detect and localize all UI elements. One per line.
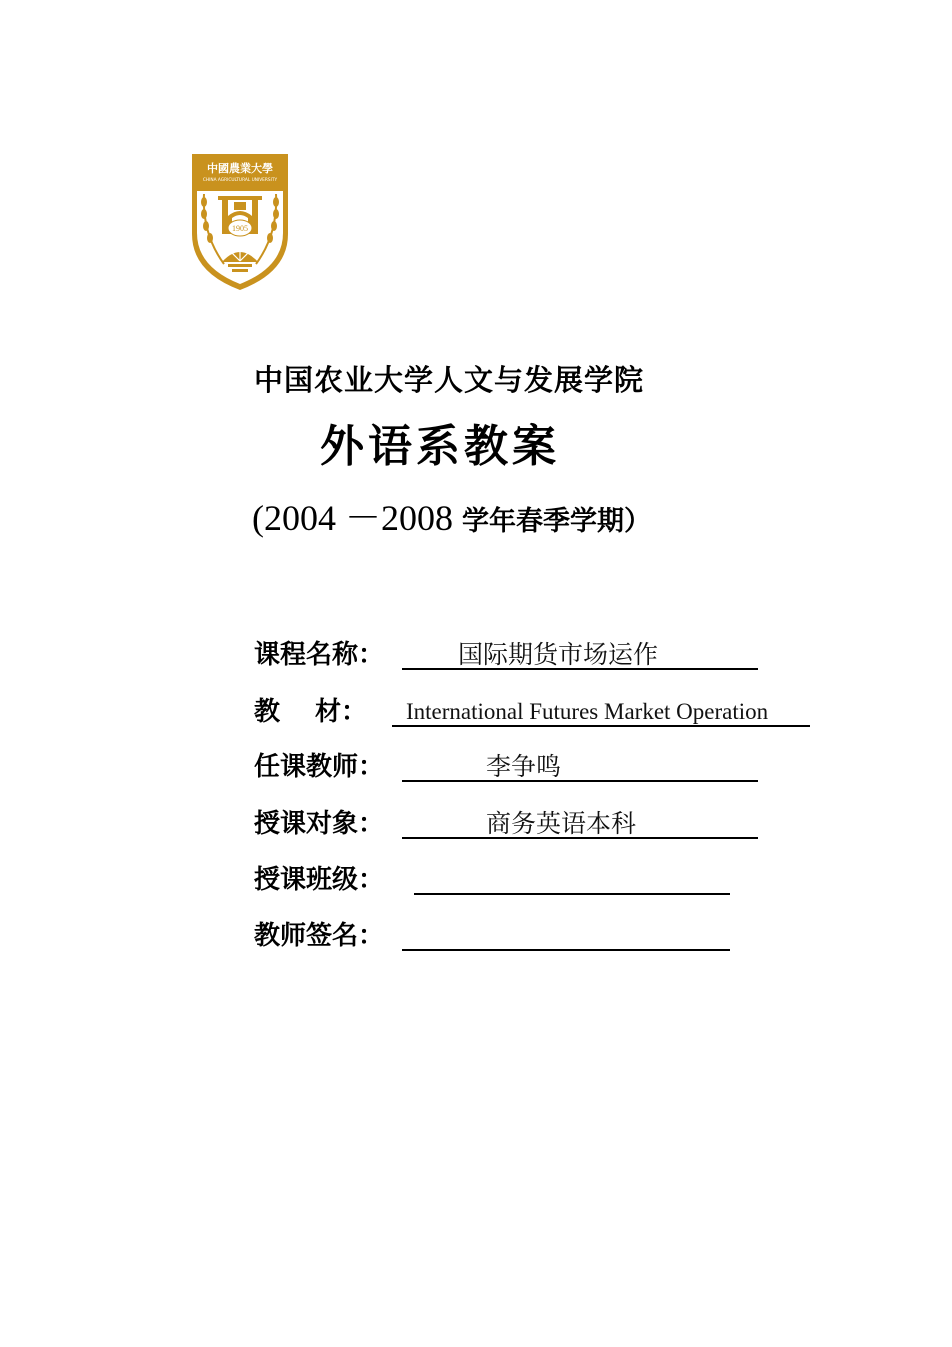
field-label: 任课教师： [254, 752, 385, 782]
university-logo [188, 150, 292, 292]
term-open-paren: ( [252, 498, 264, 538]
term-title [252, 490, 651, 541]
term-close-paren: ） [624, 506, 652, 537]
logo-english-text: CHINA AGRICULTURAL UNIVERSITY [202, 178, 278, 183]
logo-chinese-text: 中國農業大學 [207, 162, 273, 175]
field-label: 教 材： [254, 697, 368, 727]
field-underline [414, 893, 730, 895]
field-label: 授课班级： [254, 865, 385, 895]
field-label: 教师签名： [254, 921, 385, 951]
field-value: 商务英语本科 [486, 809, 637, 838]
department-title: 外语系教案 [320, 421, 560, 472]
field-value: 李争鸣 [486, 752, 562, 781]
field-value: International Futures Market Operation [406, 699, 769, 724]
field-underline [402, 780, 758, 782]
term-years: 2004 －2008 [264, 498, 454, 538]
term-label: 学年春季学期 [462, 506, 625, 537]
field-underline [402, 949, 730, 951]
field-value: 国际期货市场运作 [458, 640, 659, 669]
institute-title: 中国农业大学人文与发展学院 [254, 363, 645, 397]
field-label: 课程名称： [254, 640, 385, 670]
field-label: 授课对象： [254, 809, 385, 839]
logo-year: 1905 [232, 224, 248, 233]
